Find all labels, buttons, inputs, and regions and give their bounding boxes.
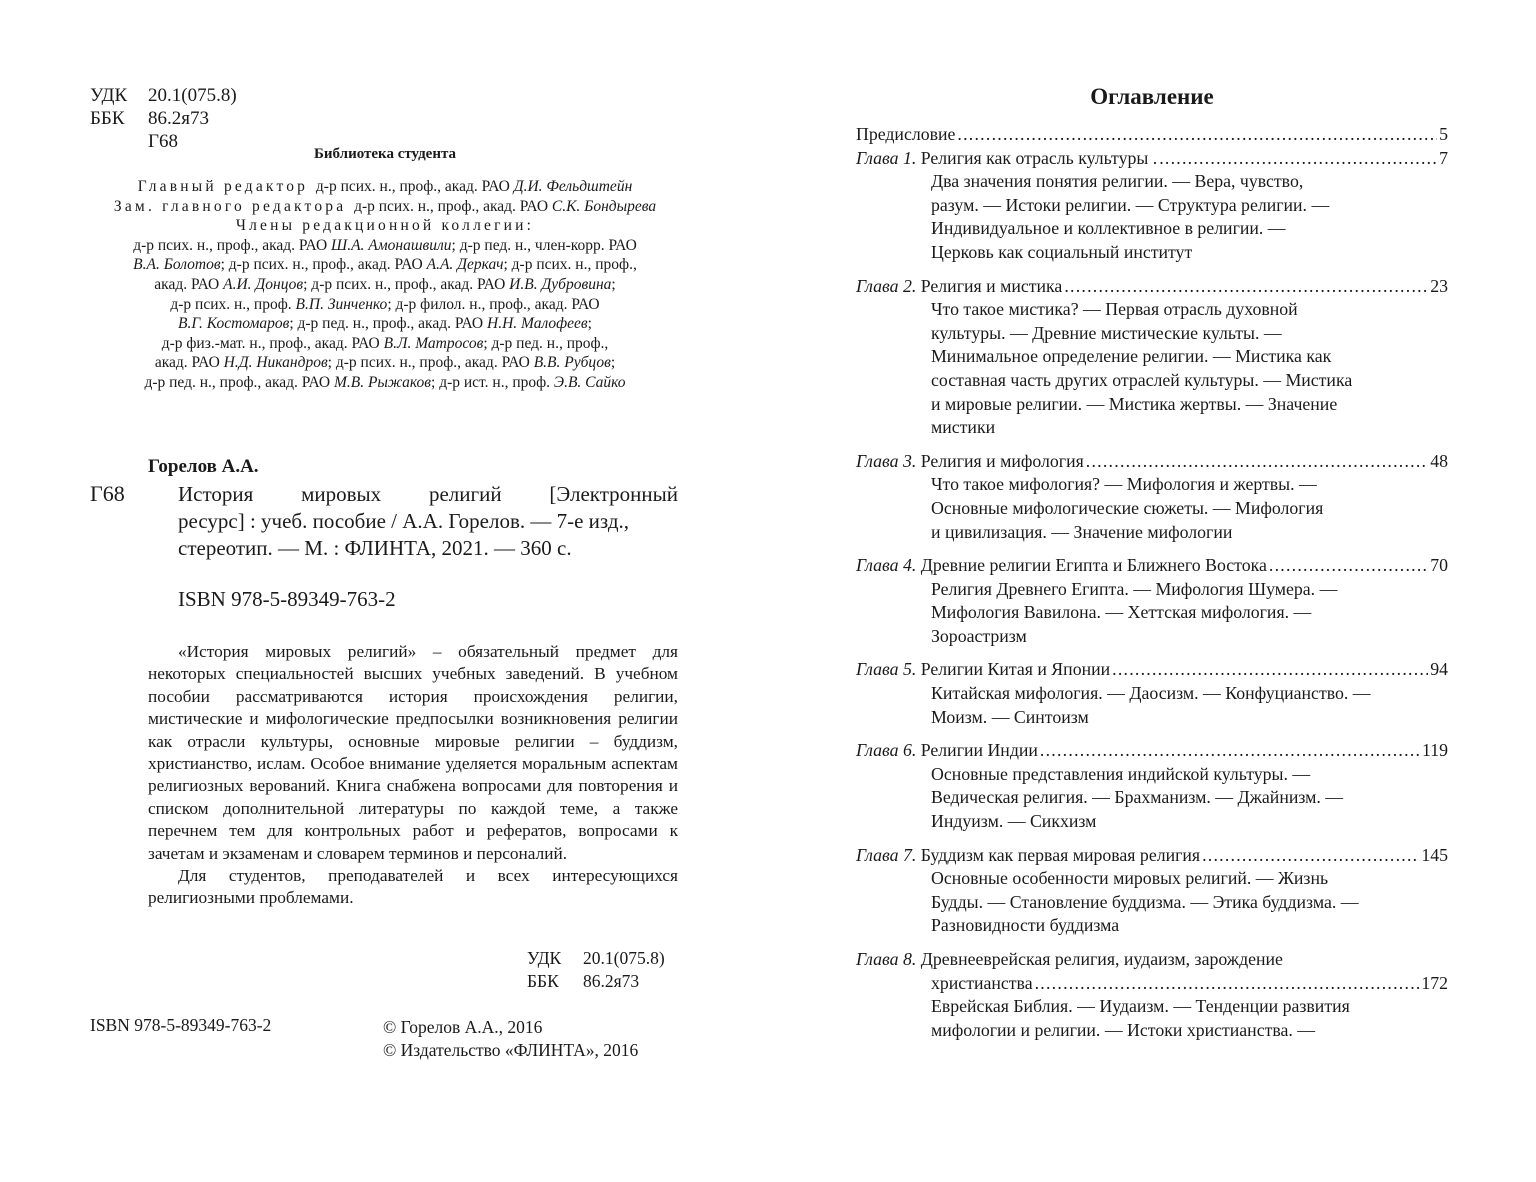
toc-chapter-title: Буддизм как первая мировая религия xyxy=(920,844,1201,865)
isbn-main: ISBN 978-5-89349-763-2 xyxy=(178,587,396,611)
toc-subtopic-line: Минимальное определение религии. — Мистика как xyxy=(931,346,1332,367)
deputy-editor-line: Зам. главного редактора д-р псих. н., проф., акад. РАО С.К. Бондырева xyxy=(113,197,657,215)
toc-subtopic-line: мистики xyxy=(931,417,996,438)
board-member-degree: ; д-р псих. н., проф., акад. РАО xyxy=(303,275,510,293)
board-member-name: В.Л. Матросов xyxy=(383,334,484,352)
board-member-degree: д-р пед. н., проф., акад. РАО xyxy=(144,373,334,391)
toc-subtopic-line: культуры. — Древние мистические культы. — xyxy=(931,322,1282,343)
book-author: Горелов А.А. xyxy=(148,456,259,477)
toc-leader xyxy=(1112,658,1428,682)
toc-chapter-1[interactable] xyxy=(856,147,1448,265)
members-line xyxy=(90,353,680,373)
toc-subtopics xyxy=(856,763,1448,834)
toc-leader xyxy=(1035,972,1420,996)
toc-subtopic-line: Зороастризм xyxy=(931,625,1027,646)
members-line xyxy=(90,373,680,393)
toc-chapter-number: Глава 7. xyxy=(856,844,917,865)
toc-subtopics xyxy=(856,578,1448,649)
toc-chapter-title-cont: христианства xyxy=(931,972,1033,993)
toc-subtopic-line: Разновидности буддизма xyxy=(931,915,1120,936)
toc-chapter-title: Древнееврейская религия, иудаизм, зарождение xyxy=(920,949,1283,969)
board-member-degree: ; д-р псих. н., проф., акад. РАО xyxy=(220,256,427,274)
toc-subtopic-line: Что такое мистика? — Первая отрасль духовной xyxy=(931,299,1298,320)
biblio-line-3: стереотип. — М. : ФЛИНТА, 2021. — 360 с. xyxy=(178,536,572,560)
biblio-line-2: ресурс] : учеб. пособие / А.А. Горелов. — 7-е изд., xyxy=(178,509,630,533)
board-member-degree: ; д-р ист. н., проф. xyxy=(431,373,554,391)
toc-chapter-title: Религии Индии xyxy=(920,740,1038,761)
biblio-word: мировых xyxy=(301,482,382,506)
toc-chapter-2[interactable] xyxy=(856,275,1448,440)
toc-title: Оглавление xyxy=(1090,84,1214,109)
toc-chapter-title: Древние религии Египта и Ближнего Востока xyxy=(920,555,1267,576)
toc-chapter-number: Глава 1. xyxy=(856,147,917,168)
toc-subtopics xyxy=(856,473,1448,544)
toc-subtopic-line: Основные особенности мировых религий. — Жизнь xyxy=(931,868,1329,889)
board-member-degree: акад. РАО xyxy=(154,275,224,293)
deputy-title: Зам. главного редактора xyxy=(113,197,347,215)
chief-title: Главный редактор xyxy=(137,178,309,195)
toc-page-number: 119 xyxy=(1421,740,1448,761)
toc-page-number: 7 xyxy=(1439,147,1448,168)
author-mark: Г68 xyxy=(148,131,178,152)
board-member-name: И.В. Дубровина xyxy=(509,275,612,293)
annotation xyxy=(148,641,678,910)
bibliographic-record xyxy=(178,481,678,562)
board-member-degree: ; xyxy=(587,315,592,333)
toc-subtopic-line: и цивилизация. — Значение мифологии xyxy=(931,521,1233,542)
toc-leader xyxy=(1159,147,1437,171)
series-title: Библиотека студента xyxy=(313,146,457,162)
toc-chapter-title: Религии Китая и Японии xyxy=(920,659,1111,680)
toc-chapter-title: Религия и мистика xyxy=(920,275,1063,296)
board-member-name: В.П. Зинченко xyxy=(295,295,388,313)
board-member-name: А.И. Донцов xyxy=(223,275,304,293)
board-member-name: Н.Д. Никандров xyxy=(223,354,328,372)
deputy-name: С.К. Бондырева xyxy=(551,197,657,215)
toc-chapters xyxy=(856,147,1448,938)
board-member-name: Н.Н. Малофеев xyxy=(487,315,588,333)
biblio-word: История xyxy=(178,482,254,506)
toc-preface[interactable] xyxy=(856,123,1448,147)
toc-leader xyxy=(1086,450,1428,474)
members-line xyxy=(90,295,680,315)
toc-subtopics xyxy=(856,682,1448,729)
board-member-degree: ; д-р псих. н., проф., акад. РАО xyxy=(327,354,534,372)
toc-subtopic-line: мифологии и религии. — Истоки христианства. — xyxy=(931,1019,1316,1040)
board-member-name: М.В. Рыжаков xyxy=(333,373,432,391)
chief-editor-line: Главный редактор д-р псих. н., проф., акад. РАО Д.И. Фельдштейн xyxy=(137,178,633,195)
board-member-degree: ; д-р псих. н., проф., xyxy=(503,256,637,274)
board-member-degree: д-р псих. н., проф. xyxy=(170,295,296,313)
board-member-degree: акад. РАО xyxy=(154,354,224,372)
toc-subtopic-line: Мифология Вавилона. — Хеттская мифология. — xyxy=(931,602,1312,623)
toc-leader xyxy=(957,123,1437,147)
toc-page-number: 172 xyxy=(1421,972,1448,993)
toc-subtopics xyxy=(856,170,1448,264)
board-member-name: В.Г. Костомаров xyxy=(178,315,290,333)
members-line xyxy=(90,275,680,295)
toc-chapter-number: Глава 4. xyxy=(856,555,917,576)
board-member-degree: ; д-р филол. н., проф., акад. РАО xyxy=(387,295,600,313)
udk-label: УДК xyxy=(90,85,128,106)
toc-subtopic-line: Основные мифологические сюжеты. — Мифология xyxy=(931,497,1324,518)
members-list xyxy=(90,236,680,393)
toc-chapter-number: Глава 6. xyxy=(856,740,917,761)
board-member-degree: д-р физ.-мат. н., проф., акад. РАО xyxy=(161,334,384,352)
biblio-line-1 xyxy=(178,481,678,508)
board-member-name: А.А. Деркач xyxy=(426,256,504,274)
toc-page-number: 145 xyxy=(1421,844,1448,865)
toc-chapter-8[interactable] xyxy=(856,948,1448,1042)
members-title: Члены редакционной коллегии: xyxy=(235,217,535,235)
udk-value: 20.1(075.8) xyxy=(148,85,237,106)
chief-name: Д.И. Фельдштейн xyxy=(513,178,633,195)
toc-subtopic-line: Что такое мифология? — Мифология и жертвы. — xyxy=(931,474,1317,495)
toc-chapter-number: Глава 8. xyxy=(856,949,917,969)
classification-codes xyxy=(90,84,237,153)
board-member-name: Э.В. Сайко xyxy=(553,373,626,391)
toc-page-number: 5 xyxy=(1439,124,1448,144)
copyright-block xyxy=(383,1016,638,1062)
toc-leader xyxy=(1269,554,1428,578)
toc-page-number: 23 xyxy=(1430,275,1448,296)
editorial-board xyxy=(90,177,680,393)
toc-subtopic-line: разум. — Истоки религии. — Структура религии. — xyxy=(931,194,1330,215)
toc-chapter-5[interactable] xyxy=(856,658,1448,729)
members-line xyxy=(90,314,680,334)
toc-subtopic-line: и мировые религии. — Мистика жертвы. — Значение xyxy=(931,393,1338,414)
toc-page-number: 94 xyxy=(1430,659,1448,680)
members-line xyxy=(90,255,680,275)
toc-preface-label: Предисловие xyxy=(856,124,956,144)
board-member-degree: ; д-р пед. н., проф., акад. РАО xyxy=(289,315,487,333)
table-of-contents xyxy=(856,123,1448,1052)
copyright-publisher: © Издательство «ФЛИНТА», 2016 xyxy=(383,1040,639,1060)
toc-chapter-3[interactable] xyxy=(856,450,1448,544)
toc-chapter-number: Глава 2. xyxy=(856,275,917,296)
toc-leader xyxy=(1202,844,1419,868)
toc-subtopics xyxy=(856,867,1448,938)
biblio-word: религий xyxy=(428,482,502,506)
annotation-paragraph-1: «История мировых религий» – обязательный предмет для некоторых специальностей высших учебных заведений. В учебном пособии рассматриваются история происхождения религии, мистические и мифологические предпосылки возникновения религии как отрасли культуры, основные мировые религии – буддизм, христианство, ислам. Особое внимание уделяется моральным аспектам религиозных верований. Книга снабжена вопросами для повторения и списком дополнительной литературы по каждой теме, а также перечнем тем для контрольных работ и рефератов, вопросами к зачетам и экзаменам и словарем терминов и персоналий. xyxy=(148,642,678,863)
toc-subtopic-line: Религия Древнего Египта. — Мифология Шумера. — xyxy=(931,578,1338,599)
toc-subtopic-line: Еврейская Библия. — Иудаизм. — Тенденции развития xyxy=(931,996,1350,1017)
toc-chapter-7[interactable] xyxy=(856,844,1448,938)
members-line xyxy=(90,334,680,354)
toc-subtopic-line: Моизм. — Синтоизм xyxy=(931,706,1089,727)
isbn-bottom: ISBN 978-5-89349-763-2 xyxy=(90,1015,272,1035)
toc-subtopic-line: Китайская мифология. — Даосизм. — Конфуцианство. — xyxy=(931,683,1371,704)
biblio-word: [Электронный xyxy=(549,482,678,506)
toc-subtopic-line: Церковь как социальный институт xyxy=(931,241,1193,262)
board-member-name: В.А. Болотов xyxy=(133,256,221,274)
board-member-name: В.В. Рубцов xyxy=(533,354,611,372)
toc-subtopic-line: Будды. — Становление буддизма. — Этика буддизма. — xyxy=(931,891,1359,912)
board-member-degree: ; д-р пед. н., член-корр. РАО xyxy=(451,236,637,254)
toc-subtopic-line: Ведическая религия. — Брахманизм. — Джайнизм. — xyxy=(931,787,1344,808)
toc-subtopic-line: Индивидуальное и коллективное в религии. — xyxy=(931,218,1286,239)
toc-subtopics xyxy=(856,995,1448,1042)
toc-subtopic-line: составная часть других отраслей культуры. — Мистика xyxy=(931,369,1353,390)
toc-leader xyxy=(1064,275,1428,299)
toc-subtopic-line: Основные представления индийской культуры. — xyxy=(931,763,1311,784)
board-member-degree: ; xyxy=(610,354,616,372)
toc-chapter-title: Религия как отрасль культуры . xyxy=(920,147,1158,168)
bbk-value: 86.2я73 xyxy=(148,108,209,129)
toc-chapter-4[interactable] xyxy=(856,554,1448,648)
toc-page-number: 70 xyxy=(1430,555,1448,576)
toc-chapter-6[interactable] xyxy=(856,739,1448,833)
toc-chapter-number: Глава 3. xyxy=(856,450,917,471)
board-member-name: Ш.А. Амонашвили xyxy=(331,236,452,254)
toc-subtopic-line: Два значения понятия религии. — Вера, чувство, xyxy=(931,171,1304,192)
toc-chapter-title: Религия и мифология xyxy=(920,450,1084,471)
toc-page-number: 48 xyxy=(1430,450,1448,471)
bbk-label: ББК xyxy=(90,108,125,129)
copyright-author: © Горелов А.А., 2016 xyxy=(383,1017,543,1037)
board-member-degree: д-р псих. н., проф., акад. РАО xyxy=(133,236,332,254)
catalog-mark: Г68 xyxy=(90,481,125,506)
classification-codes-bottom: УДК 20.1(075.8) ББК 86.2я73 xyxy=(527,948,665,991)
toc-subtopic-line: Индуизм. — Сикхизм xyxy=(931,811,1097,832)
toc-leader xyxy=(1040,739,1420,763)
toc-subtopics xyxy=(856,298,1448,440)
members-line xyxy=(90,236,680,256)
annotation-paragraph-2: Для студентов, преподавателей и всех интересующихся религиозными проблемами. xyxy=(148,866,678,908)
board-member-degree: ; д-р пед. н., проф., xyxy=(483,334,609,352)
board-member-degree: ; xyxy=(611,275,616,293)
toc-chapter-number: Глава 5. xyxy=(856,659,917,680)
